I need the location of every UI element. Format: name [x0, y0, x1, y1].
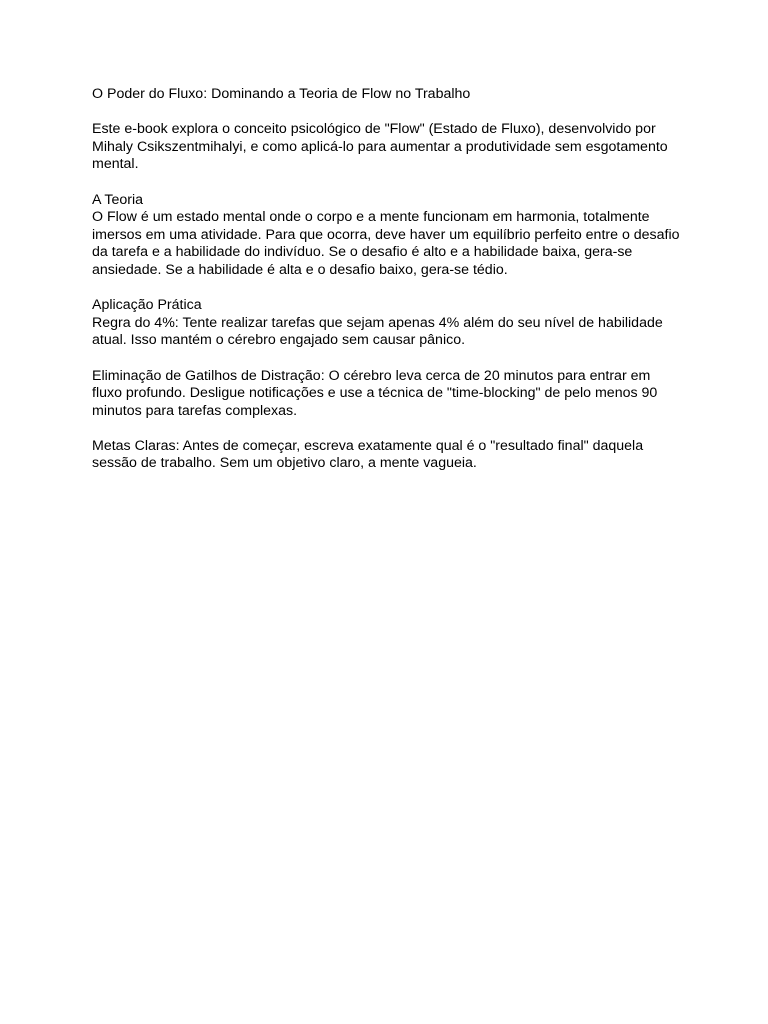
spacer [92, 420, 682, 438]
distraction-paragraph: Eliminação de Gatilhos de Distração: O cérebro leva cerca de 20 minutos para entrar em fluxo profundo. Desligue notificações e use a técnica de "time-blocking" de pelo menos 90 minutos para tarefas complexas. [92, 367, 658, 419]
spacer [92, 280, 682, 298]
theory-heading: A Teoria [92, 191, 144, 208]
practice-heading: Aplicação Prática [92, 297, 202, 314]
intro-paragraph: Este e-book explora o conceito psicológico de "Flow" (Estado de Fluxo), desenvolvido por Mihaly Csikszentmihalyi, e como aplicá-lo para aumentar a produtividade sem esgotamento mental. [92, 121, 668, 173]
goals-paragraph: Metas Claras: Antes de começar, escreva exatamente qual é o "resultado final" daquela sessão de trabalho. Sem um objetivo claro, a mente vagueia. [92, 437, 644, 472]
document-page [92, 86, 682, 473]
spacer [92, 104, 682, 122]
spacer [92, 350, 682, 368]
theory-paragraph: O Flow é um estado mental onde o corpo e a mente funcionam em harmonia, totalmente imersos em uma atividade. Para que ocorra, deve haver um equilíbrio perfeito entre o desafio da tarefa e a habilidade do indivíduo. Se o desafio é alto e a habilidade baixa, gera-se ansiedade. Se a habilidade é alta e o desafio baixo, gera-se tédio. [92, 209, 680, 278]
document-title: O Poder do Fluxo: Dominando a Teoria de Flow no Trabalho [92, 86, 471, 102]
spacer [92, 174, 682, 192]
rule-4-paragraph: Regra do 4%: Tente realizar tarefas que sejam apenas 4% além do seu nível de habilidade atual. Isso mantém o cérebro engajado sem causar pânico. [92, 314, 663, 349]
